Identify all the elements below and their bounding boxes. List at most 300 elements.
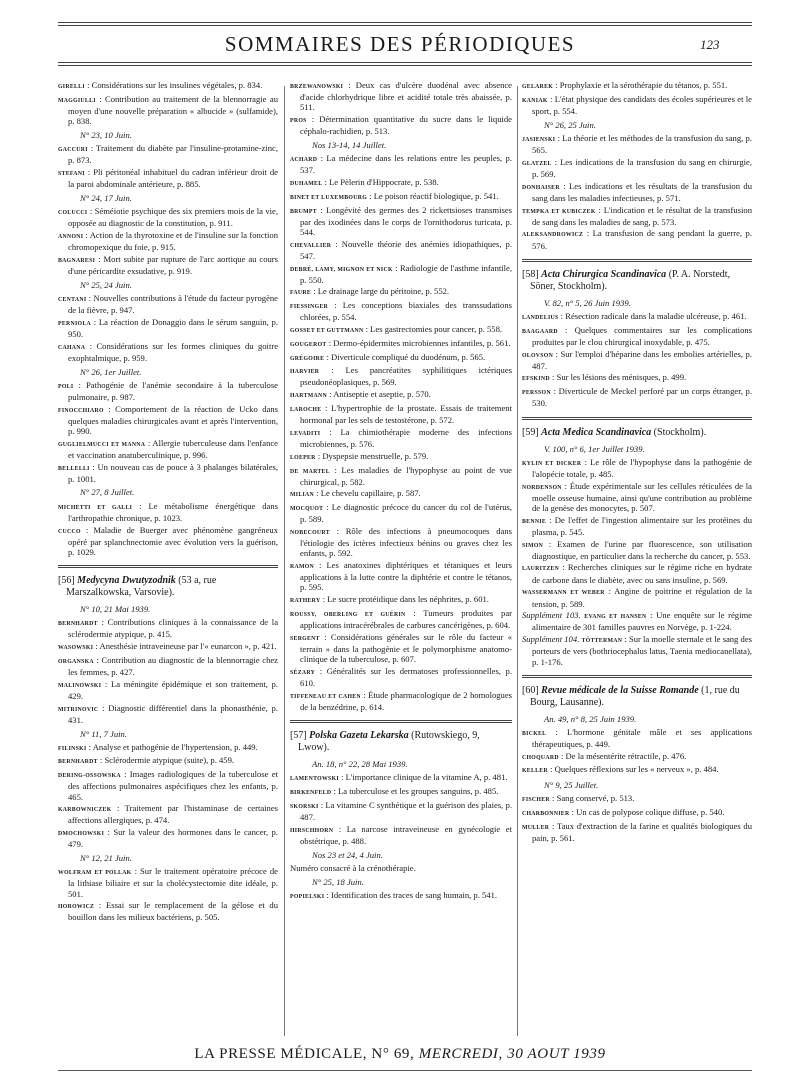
entry-author: BIRKENFELD <box>290 790 332 797</box>
abstract-entry: BIRKENFELD : La tuberculose et les groupes sanguins, p. 485. <box>290 786 499 797</box>
abstract-entry: BRZEWANOWSKI : Deux cas d'ulcère duodénal avec absence d'acide chlorhydrique libre et acidité totale très abaissée, p. 511. <box>290 80 512 113</box>
issue-heading: N° 10, 21 Mai 1939. <box>80 604 151 614</box>
entry-title: L'état physique des candidats des écoles supérieures et le sport, p. 554. <box>532 93 752 116</box>
entry-title: L'hormone génitale mâle et ses applications thérapeutiques, p. 449. <box>532 726 752 749</box>
entry-title: La méningite épidémique et son traitement, p. 429. <box>68 678 278 701</box>
journal-heading <box>58 575 278 599</box>
abstract-entry: PROS : Détermination quantitative du sucre dans le liquide céphalo-rachidien, p. 513. <box>290 114 512 137</box>
issue-heading: N° 26, 1er Juillet. <box>80 366 142 377</box>
entry-title: Quelques réflexions sur les « nerveux », p. 484. <box>554 764 719 775</box>
entry-author: BELLELLI <box>58 465 90 472</box>
abstract-entry: RATHERY : Le sucre protéidique dans les néphrites, p. 601. <box>290 594 489 605</box>
entry-title: Étude pharmacologique de 2 homologues de la benzédrine, p. 614. <box>300 689 512 712</box>
entry-author: HARTMANN <box>290 393 327 400</box>
abstract-entry: Supplément 104. TÖTTERMAN : Sur la moelle sternale et le sang des porteurs de vers (bothriocephalus latus, Taenia mediocanellata), p. 1-176. <box>522 634 752 667</box>
entry-author: OLOVSON <box>522 352 554 359</box>
abstract-entry: LANDELIUS : Résection radicale dans la maladie ulcéreuse, p. 461. <box>522 310 747 321</box>
abstract-entry: DUHAMEL : Le Pèlerin d'Hippocrate, p. 538. <box>290 177 439 188</box>
entry-title: Nouvelle théorie des anémies idiopathiques, p. 547. <box>300 238 512 261</box>
abstract-entry: BELLELLI : Un nouveau cas de pouce à 3 phalanges bilatérales, p. 1001. <box>58 461 278 484</box>
abstract-entry: WASOWSKI : Anesthésie intraveineuse par l'« eunarcon », p. 421. <box>58 641 277 652</box>
entry-title: Étude expérimentale sur les cellules réticulées de la moelle osseuse humaine, ainsi qu'une contribution au problème de la genèse des monocytes, p. 507. <box>532 480 752 513</box>
entry-title: Recherches cliniques sur le régime riche en hydrate de carbone dans le diabète, avec ou sans insuline, p. 569. <box>532 562 752 585</box>
abstract-entry: CHEVALLIER : Nouvelle théorie des anémies idiopathiques, p. 547. <box>290 238 512 261</box>
entry-title: Longévité des germes des 2 rickettsioses transmises par des ixodinées dans le corps de l'ornithodorus turicata, p. 544. <box>300 204 512 237</box>
entry-title: De l'effet de l'ingestion alimentaire sur les protéines du plasma, p. 545. <box>532 514 752 537</box>
footer-date: 30 AOUT 1939 <box>507 1046 606 1062</box>
column-divider-left <box>284 86 285 1036</box>
entry-author: GACCURI <box>58 146 88 153</box>
entry-title: La tuberculose et les groupes sanguins, p. 485. <box>338 786 499 797</box>
entry-title: Séméiotie psychique des six premiers mois de la vie, opposée au diagnostic de la constitution, p. 911. <box>68 205 278 229</box>
abstract-entry: BRUMPT : Longévité des germes des 2 rickettsioses transmises par des ixodinées dans le corps de l'ornithodorus turicata, p. 544. <box>290 204 512 237</box>
issue-heading: N° 23, 10 Juin. <box>80 129 132 140</box>
entry-title: Les indications de la transfusion du sang en chirurgie, p. 569. <box>532 156 752 179</box>
entry-title: L'indication et le résultat de la transfusion de sang dans les maladies de sang, p. 573. <box>532 204 752 227</box>
journal-number: [60] <box>522 684 539 696</box>
abstract-entry: PERNIOLA : La réaction de Donaggio dans le sérum sanguin, p. 950. <box>58 316 278 339</box>
entry-author: FILINSKI <box>58 745 87 752</box>
entry-title: Le rôle de l'hypophyse dans la pathogénie de l'alopécie totale, p. 485. <box>532 456 752 479</box>
abstract-entry: MILIAN : Le chevelu capillaire, p. 587. <box>290 488 421 499</box>
entry-author: LANDELIUS <box>522 314 559 321</box>
entry-author: WASSERMANN ET WEBER <box>522 590 605 597</box>
entry-title: Pli péritonéal inhabituel du cadran inférieur droit de la paroi abdominale antérieure, p. 885. <box>68 166 278 190</box>
entry-title: Antiseptie et aseptie, p. 570. <box>333 389 431 400</box>
journal-name: Acta Chirurgica Scandinavica <box>541 268 667 280</box>
entry-author: STEFANI <box>58 170 85 177</box>
entry-author: GELAREK <box>522 84 554 90</box>
section-divider <box>290 720 512 723</box>
entry-title: Anesthésie intraveineuse par l'« eunarcon », p. 421. <box>99 641 277 652</box>
section-divider <box>522 675 752 678</box>
entry-title: Les conceptions biaxiales des transsudations chlorées, p. 554. <box>300 300 512 323</box>
entry-author: BERNHARDT <box>58 621 98 628</box>
abstract-entry: GIRELLI : Considérations sur les insulines végétales, p. 834. <box>58 80 263 90</box>
header-rule-bottom <box>58 62 752 63</box>
entry-title: Une enquête sur le régime alimentaire de 301 familles pauvres en Norvège, p. 1-224. <box>532 610 752 633</box>
abstract-entry: RAMON : Les anatoxines diphtériques et tétaniques et leurs applications à la lutte contre la diphtérie et contre le tétanos, p. 595. <box>290 560 512 593</box>
entry-author: PERNIOLA <box>58 320 91 327</box>
issue-heading: N° 25, 18 Juin. <box>312 876 364 887</box>
issue-heading: N° 12, 21 Juin. <box>80 853 132 864</box>
entry-title: La réaction de Donaggio dans le sérum sanguin, p. 950. <box>68 316 278 339</box>
entry-author: SKORSKI <box>290 803 319 810</box>
entry-title: Les anatoxines diphtériques et tétaniques et leurs applications à la lutte contre la diphtérie et contre le tétanos, p. 595. <box>300 560 512 593</box>
entry-author: BRZEWANOWSKI <box>290 84 344 90</box>
entry-title: Les pancréatites syphilitiques ictériques pseudonéoplasiques, p. 569. <box>300 365 512 388</box>
entry-title: Contribution au traitement de la blennorragie au moyen d'une nouvelle préparation « albucide » (sulfamide), p. 838. <box>68 93 278 127</box>
entry-author: DERING-OSSOWSKA <box>58 773 121 780</box>
entry-author: TIFFENEAU ET CAHEN <box>290 693 361 700</box>
abstract-entry: BAGNARESI : Mort subite par rupture de l'arc aortique au cours d'une péricardite exsudative, p. 919. <box>58 253 278 276</box>
abstract-entry: GOUGEROT : Dermo-épidermites microbiennes infantiles, p. 561. <box>290 337 511 348</box>
issue-heading: An. 18, n° 22, 28 Mai 1939. <box>312 759 408 770</box>
journal-address: (53 a, rue Marszalkowska, Varsovie). <box>66 575 217 598</box>
abstract-entry: KYLIN ET DICKER : Le rôle de l'hypophyse dans la pathogénie de l'alopécie totale, p. 485. <box>522 456 752 479</box>
entry-author: COLUCCI <box>58 209 88 216</box>
entry-title: Les indications et les résultats de la transfusion du sang dans les maladies infectieuses, p. 571. <box>532 180 752 203</box>
abstract-entry: NOBECOURT : Rôle des infections à pneumocoques dans l'étiologie des ictères infectieux bénins ou graves chez les enfants, p. 592. <box>290 526 512 559</box>
abstract-entry: ALEKSANDROWICZ : La transfusion de sang pendant la guerre, p. 576. <box>522 228 752 251</box>
entry-title: Sur l'emploi d'héparine dans les embolies artérielles, p. 487. <box>532 348 752 371</box>
abstract-entry: PERSSON : Diverticule de Meckel perforé par un corps étranger, p. 530. <box>522 386 752 409</box>
section-divider <box>58 565 278 568</box>
entry-author: PERSSON <box>522 390 551 397</box>
abstract-entry: BAAGAARD : Quelques commentaires sur les complications produites par le clou chirurgical inoxydable, p. 475. <box>522 324 752 347</box>
entry-title: Considérations sur les insulines végétales, p. 834. <box>91 80 263 90</box>
abstract-entry: WASSERMANN ET WEBER : Angine de poitrine et régulation de la tension, p. 589. <box>522 586 752 609</box>
entry-title: Les gastrectomies pour cancer, p. 558. <box>370 324 503 335</box>
entry-author: SERGENT <box>290 635 320 642</box>
entry-author: HOROWICZ <box>58 904 95 911</box>
entry-author: LEVADITI <box>290 430 321 437</box>
journal-address: (Rutowskiego, 9, Lwow). <box>298 730 480 754</box>
abstract-entry: BICKEL : L'hormone génitale mâle et ses applications thérapeutiques, p. 449. <box>522 726 752 749</box>
entry-title: Un nouveau cas de pouce à 3 phalanges bilatérales, p. 1001. <box>68 461 278 484</box>
entry-title: Tumeurs produites par applications intracérébrales de carbures cancérigènes, p. 604. <box>300 607 512 631</box>
entry-author: LAROCHE <box>290 406 322 413</box>
entry-author: CHEVALLIER <box>290 242 332 249</box>
abstract-entry: DERING-OSSOWSKA : Images radiologiques de la tuberculose et des affections pulmonaires aspécifiques chez les enfants, p. 465. <box>58 769 278 802</box>
abstract-entry: POLI : Pathogénie de l'anémie secondaire à la tuberculose pulmonaire, p. 987. <box>58 379 278 402</box>
column-right <box>522 80 752 1040</box>
header-rule-bottom-thin <box>58 65 752 66</box>
entry-title: Considérations sur les formes cliniques du goitre exophtalmique, p. 959. <box>68 340 278 363</box>
entry-author: BENNIE <box>522 518 547 525</box>
entry-author: DE MARTEL <box>290 468 330 475</box>
abstract-entry: LAROCHE : L'hypertrophie de la prostate. Essais de traitement hormonal par les sels de testostérone, p. 572. <box>290 402 512 426</box>
entry-title: Sur la moelle sternale et le sang des porteurs de vers (bothriocephalus latus, Taenia mediocanellata), p. 1-176. <box>532 634 752 667</box>
journal-address: (1, rue du Bourg, Lausanne). <box>530 684 740 708</box>
column-left <box>58 80 278 1040</box>
entry-author: KANIAK <box>522 97 548 104</box>
entry-author: EFSKIND <box>522 376 550 383</box>
entry-title: De la mésentérite rétractile, p. 476. <box>565 750 687 761</box>
entry-author: BICKEL <box>522 730 547 737</box>
entry-title: Un cas de polypose colique diffuse, p. 540. <box>576 807 725 818</box>
abstract-entry: POPIELSKI : Identification des traces de sang humain, p. 541. <box>290 890 498 901</box>
header-rule-top <box>58 22 752 23</box>
abstract-entry: CHOQUARD : De la mésentérite rétractile, p. 476. <box>522 750 687 761</box>
entry-title: Contributions cliniques à la connaissance de la sclérodermie atypique, p. 415. <box>68 617 278 640</box>
abstract-entry: NORDENSON : Étude expérimentale sur les cellules réticulées de la moelle osseuse humaine, ainsi qu'une contribution au problème de la genèse des monocytes, p. 507. <box>522 480 752 513</box>
abstract-entry: HIRSCHHORN : La narcose intraveineuse en gynécologie et obstétrique, p. 488. <box>290 823 512 846</box>
abstract-entry: GLATZEL : Les indications de la transfusion du sang en chirurgie, p. 569. <box>522 156 752 179</box>
entry-author: WASOWSKI <box>58 645 94 652</box>
entry-title: Mort subite par rupture de l'arc aortique au cours d'une péricardite exsudative, p. 919. <box>68 253 278 276</box>
abstract-entry: MITRINOVIC : Diagnostic différentiel dans la phonasthénie, p. 431. <box>58 702 278 725</box>
entry-author: DUHAMEL <box>290 181 323 188</box>
abstract-entry: WOLFRAM ET POLLAK : Sur le traitement opératoire précoce de la lithiase biliaire et sur la cholécystectomie dite idéale, p. 501. <box>58 866 278 899</box>
entry-title: Comportement de la réaction de Ucko dans quelques maladies chirurgicales avant et après l'intervention, p. 990. <box>68 403 278 436</box>
entry-title: Quelques commentaires sur les complications produites par le clou chirurgical inoxydable, p. 475. <box>532 324 752 347</box>
entry-title: Détermination quantitative du sucre dans le liquide céphalo-rachidien, p. 513. <box>300 114 512 137</box>
journal-name: Acta Medica Scandinavica <box>541 426 652 438</box>
entry-author: ORGANSKA <box>58 658 94 665</box>
abstract-entry: LAMENTOWSKI : L'importance clinique de la vitamine A, p. 481. <box>290 772 508 783</box>
entry-title: Maladie de Buerger avec phénomène gangréneux opéré par splanchnectomie avec évolution vers la guérison, p. 1029. <box>68 524 278 557</box>
entry-author: BAAGAARD <box>522 328 558 335</box>
entry-title: Analyse et pathogénie de l'hypertension, p. 449. <box>92 741 258 752</box>
page-number: 123 <box>700 37 720 52</box>
abstract-entry: BINET ET LUXEMBOURG : Le poison réactif biologique, p. 541. <box>290 190 499 201</box>
abstract-entry: BERNHARDT : Contributions cliniques à la connaissance de la sclérodermie atypique, p. 415. <box>58 617 278 640</box>
journal-address: (Stockholm). <box>653 426 707 438</box>
entry-author: GOUGEROT <box>290 341 327 348</box>
entry-title: Allergie tuberculeuse dans l'enfance et vaccination anatuberculinique, p. 996. <box>68 437 278 460</box>
journal-heading <box>290 730 512 754</box>
entry-author: TÖTTERMAN <box>581 638 623 645</box>
abstract-entry: Supplément 103. EVANG ET HANSEN : Une enquête sur le régime alimentaire de 301 familles pauvres en Norvège, p. 1-224. <box>522 610 752 633</box>
entry-title: Diverticule de Meckel perforé par un corps étranger, p. 530. <box>532 386 752 409</box>
header-rule-top-thin <box>58 25 752 26</box>
entry-title: Traitement par l'histaminase de certaines affections allergiques, p. 474. <box>68 803 278 826</box>
entry-title: Le Pèlerin d'Hippocrate, p. 538. <box>329 177 439 188</box>
abstract-entry: CUCCO : Maladie de Buerger avec phénomène gangréneux opéré par splanchnectomie avec évolution vers la guérison, p. 1029. <box>58 524 278 557</box>
entry-title: Rôle des infections à pneumocoques dans l'étiologie des ictères infectieux bénins ou graves chez les enfants, p. 592. <box>300 526 512 559</box>
entry-author: FAURE <box>290 290 312 297</box>
abstract-entry: GRÉGOIRE : Diverticule compliqué du duodénum, p. 565. <box>290 351 486 362</box>
entry-title: Généralités sur les dermatoses professionnelles, p. 610. <box>300 665 512 689</box>
journal-number: [57] <box>290 730 307 742</box>
entry-title: Le diagnostic précoce du cancer du col de l'utérus, p. 589. <box>300 502 512 525</box>
entry-author: CHARBONNIER <box>522 811 570 818</box>
entry-title: Deux cas d'ulcère duodénal avec absence d'acide chlorhydrique libre et acidité totale très abaissée, p. 511. <box>300 80 512 113</box>
entry-author: BINET ET LUXEMBOURG <box>290 194 367 201</box>
abstract-entry: CHARBONNIER : Un cas de polypose colique diffuse, p. 540. <box>522 807 725 818</box>
page-footer <box>0 1046 800 1063</box>
abstract-entry: STEFANI : Pli péritonéal inhabituel du cadran inférieur droit de la paroi abdominale antérieure, p. 885. <box>58 166 278 190</box>
entry-author: WOLFRAM ET POLLAK <box>58 870 132 877</box>
section-divider <box>522 417 752 420</box>
abstract-entry: MICHETTI ET GALLI : Le métabolisme énergétique dans l'arthropathie chronique, p. 1023. <box>58 500 278 523</box>
entry-author: FISCHER <box>522 797 550 804</box>
entry-title: Radiologie de l'asthme infantile, p. 550. <box>300 262 512 285</box>
entry-title: Sur le traitement opératoire précoce de la lithiase biliaire et sur la cholécystectomie dite idéale, p. 501. <box>68 866 278 899</box>
entry-author: POPIELSKI <box>290 894 325 901</box>
entry-author: DEBRÉ, LAMY, MIGNON ET NICK <box>290 266 393 273</box>
abstract-entry: GACCURI : Traitement du diabète par l'insuline-protamine-zinc, p. 873. <box>58 142 278 166</box>
entry-author: BERNHARDT <box>58 759 98 766</box>
abstract-entry: EFSKIND : Sur les lésions des ménisques, p. 499. <box>522 372 687 383</box>
issue-heading: Nos 13-14, 14 Juillet. <box>312 139 387 150</box>
entry-title: Résection radicale dans la maladie ulcéreuse, p. 461. <box>565 310 747 321</box>
journal-address: (P. A. Norstedt, Söner, Stockholm). <box>530 268 731 292</box>
entry-title: Diagnostic différentiel dans la phonasthénie, p. 431. <box>68 702 278 725</box>
abstract-entry: CAHANA : Considérations sur les formes cliniques du goitre exophtalmique, p. 959. <box>58 340 278 363</box>
abstract-entry: SÉZARY : Généralités sur les dermatoses professionnelles, p. 610. <box>290 665 512 689</box>
entry-title: Le poison réactif biologique, p. 541. <box>373 190 499 201</box>
entry-author: GLATZEL <box>522 160 552 167</box>
abstract-entry: ROUSSY, OBERLING ET GUÉRIN : Tumeurs produites par applications intracérébrales de carbures cancérigènes, p. 604. <box>290 607 512 631</box>
journal-heading <box>522 685 752 709</box>
entry-author: CAHANA <box>58 344 86 351</box>
issue-heading: N° 11, 7 Juin. <box>80 728 127 739</box>
entry-title: Sur la valeur des hormones dans le cancer, p. 479. <box>68 827 278 850</box>
abstract-entry: GOSSET ET GUTTMANN : Les gastrectomies pour cancer, p. 558. <box>290 324 503 335</box>
entry-author: LAURITZEN <box>522 566 560 573</box>
entry-author: KARBOWNICZEK <box>58 807 112 814</box>
abstract-entry: MAGGIULLI : Contribution au traitement de la blennorragie au moyen d'une nouvelle préparation « albucide » (sulfamide), p. 838. <box>58 93 278 127</box>
issue-heading: An. 49, n° 8, 25 Juin 1939. <box>544 713 637 724</box>
entry-author: ANNONI <box>58 233 84 240</box>
entry-title: Le métabolisme énergétique dans l'arthropathie chronique, p. 1023. <box>68 500 278 523</box>
entry-title: Le chevelu capillaire, p. 587. <box>320 488 421 499</box>
journal-heading <box>522 269 752 293</box>
entry-author: MALINOWSKI <box>58 682 102 689</box>
entry-title: Sur les lésions des ménisques, p. 499. <box>556 372 687 383</box>
journal-heading <box>522 427 752 439</box>
entry-title: La narcose intraveineuse en gynécologie et obstétrique, p. 488. <box>300 823 512 846</box>
entry-title: Action de la thyrotoxine et de l'insuline sur la fonction chromopexique du foie, p. 915. <box>68 229 278 252</box>
abstract-entry: FILINSKI : Analyse et pathogénie de l'hypertension, p. 449. <box>58 741 258 752</box>
journal-name: Revue médicale de la Suisse Romande <box>541 684 699 696</box>
entry-title: Les maladies de l'hypophyse au point de vue chirurgical, p. 582. <box>300 464 512 487</box>
entry-author: GUGLIELMUCCI ET MANNA <box>58 441 146 448</box>
entry-author: GOSSET ET GUTTMANN <box>290 328 364 335</box>
entry-title: Sang conservé, p. 513. <box>556 793 635 804</box>
abstract-entry: KARBOWNICZEK : Traitement par l'histaminase de certaines affections allergiques, p. 474. <box>58 803 278 826</box>
entry-title: Contribution au diagnostic de la blennorragie chez les femmes, p. 427. <box>68 654 278 677</box>
abstract-entry: HARTMANN : Antiseptie et aseptie, p. 570. <box>290 389 431 400</box>
entry-title: Dermo-épidermites microbiennes infantiles, p. 561. <box>333 337 511 348</box>
entry-title: Le drainage large du péritoine, p. 552. <box>317 286 450 297</box>
abstract-entry: SKORSKI : La vitamine C synthétique et la guérison des plaies, p. 487. <box>290 799 512 822</box>
issue-heading: N° 9, 25 Juillet. <box>544 780 599 791</box>
entry-title: La chimiothérapie moderne des infections microbiennes, p. 576. <box>300 426 512 450</box>
entry-author: KELLER <box>522 768 548 775</box>
entry-author: HIRSCHHORN <box>290 827 334 834</box>
abstract-entry: JASIENSKI : La théorie et les méthodes de la transfusion du sang, p. 565. <box>522 132 752 155</box>
footer-day: MERCREDI, <box>418 1046 503 1062</box>
entry-title: La vitamine C synthétique et la guérison des plaies, p. 487. <box>300 799 512 822</box>
abstract-entry: DEBRÉ, LAMY, MIGNON ET NICK : Radiologie de l'asthme infantile, p. 550. <box>290 262 512 285</box>
entry-author: POLI <box>58 383 74 390</box>
abstract-entry: TEMPKA ET KUBICZEK : L'indication et le résultat de la transfusion de sang dans les maladies de sang, p. 573. <box>522 204 752 227</box>
journal-name: Medycyna Dwutyzodnik <box>77 575 176 586</box>
abstract-entry: GELAREK : Prophylaxie et la sérothérapie du tétanos, p. 551. <box>522 80 728 90</box>
entry-author: MILIAN <box>290 492 315 499</box>
entry-title: Nouvelles contributions à l'étude du facteur pyrogène de la fièvre, p. 947. <box>68 292 278 315</box>
entry-title: Considérations générales sur le rôle du facteur « terrain » dans la pathogénie et le polymorphisme anatomo-clinique de la tuberculose, p. 607. <box>300 631 512 665</box>
entry-author: GRÉGOIRE <box>290 355 325 362</box>
abstract-entry: FINOCCHIARO : Comportement de la réaction de Ucko dans quelques maladies chirurgicales avant et après l'intervention, p. 990. <box>58 403 278 436</box>
abstract-entry: DONHAISER : Les indications et les résultats de la transfusion du sang dans les maladies infectieuses, p. 571. <box>522 180 752 203</box>
issue-heading: V. 82, n° 5, 26 Juin 1939. <box>544 297 631 308</box>
entry-author: ROUSSY, OBERLING ET GUÉRIN <box>290 611 406 618</box>
abstract-entry: BERNHARDT : Sclérodermie atypique (suite), p. 459. <box>58 755 235 766</box>
abstract-entry: FISCHER : Sang conservé, p. 513. <box>522 793 635 804</box>
issue-heading: N° 24, 17 Juin. <box>80 192 132 203</box>
entry-title: L'importance clinique de la vitamine A, p. 481. <box>345 772 508 783</box>
entry-author: HARVIER <box>290 369 320 376</box>
abstract-entry: LOEPER : Dyspepsie menstruelle, p. 579. <box>290 450 429 461</box>
abstract-entry: SERGENT : Considérations générales sur le rôle du facteur « terrain » dans la pathogénie et le polymorphisme anatomo-clinique de la tuberculose, p. 607. <box>290 631 512 665</box>
entry-author: BAGNARESI <box>58 257 96 264</box>
abstract-entry: SIMON : Examen de l'urine par fluorescence, son utilisation diagnostique, en particulier dans la recherche du cancer, p. 553. <box>522 538 752 561</box>
entry-author: ACHARD <box>290 157 318 164</box>
abstract-entry: GUGLIELMUCCI ET MANNA : Allergie tuberculeuse dans l'enfance et vaccination anatuberculinique, p. 996. <box>58 437 278 460</box>
footer-journal: LA PRESSE MÉDICALE, N° 69, <box>194 1046 415 1062</box>
entry-author: MICHETTI ET GALLI <box>58 504 133 511</box>
entry-author: CHOQUARD <box>522 754 559 761</box>
abstract-entry: HOROWICZ : Essai sur le remplacement de la gélose et du bouillon dans les milieux bactériens, p. 505. <box>58 900 278 923</box>
entry-title: Dyspepsie menstruelle, p. 579. <box>322 450 429 461</box>
entry-title: Traitement du diabète par l'insuline-protamine-zinc, p. 873. <box>68 142 278 166</box>
abstract-entry: ORGANSKA : Contribution au diagnostic de la blennorragie chez les femmes, p. 427. <box>58 654 278 677</box>
journal-number: [58] <box>522 268 539 280</box>
entry-author: CUCCO <box>58 528 81 535</box>
entry-title: Diverticule compliqué du duodénum, p. 565. <box>330 351 486 362</box>
entry-author: GIRELLI <box>58 84 85 90</box>
entry-author: MITRINOVIC <box>58 706 99 713</box>
abstract-entry: DMOCHOWSKI : Sur la valeur des hormones dans le cancer, p. 479. <box>58 827 278 850</box>
issue-heading: N° 27, 8 Juillet. <box>80 487 135 498</box>
abstract-entry: LEVADITI : La chimiothérapie moderne des infections microbiennes, p. 576. <box>290 426 512 450</box>
entry-author: LAMENTOWSKI <box>290 776 339 783</box>
entry-author: SIMON <box>522 542 544 549</box>
abstract-entry: CENTANI : Nouvelles contributions à l'étude du facteur pyrogène de la fièvre, p. 947. <box>58 292 278 315</box>
entry-author: RATHERY <box>290 598 321 605</box>
entry-title: La théorie et les méthodes de la transfusion du sang, p. 565. <box>532 132 752 155</box>
column-divider-right <box>517 86 518 1036</box>
abstract-entry: LAURITZEN : Recherches cliniques sur le régime riche en hydrate de carbone dans le diabète, avec ou sans insuline, p. 569. <box>522 562 752 585</box>
entry-author: EVANG ET HANSEN <box>584 614 647 621</box>
entry-author: MULLER <box>522 824 550 831</box>
entry-title: Prophylaxie et la sérothérapie du tétanos, p. 551. <box>559 80 728 90</box>
entry-author: DMOCHOWSKI <box>58 831 105 838</box>
journal-name: Polska Gazeta Lekarska <box>309 730 409 742</box>
entry-author: ALEKSANDROWICZ <box>522 232 584 239</box>
abstract-entry: FIESSINGER : Les conceptions biaxiales des transsudations chlorées, p. 554. <box>290 300 512 323</box>
issue-heading: N° 26, 25 Juin. <box>544 119 596 130</box>
abstract-entry: FAURE : Le drainage large du péritoine, p. 552. <box>290 286 450 297</box>
entry-title: Le sucre protéidique dans les néphrites, p. 601. <box>327 594 489 605</box>
abstract-entry: KELLER : Quelques réflexions sur les « nerveux », p. 484. <box>522 764 719 775</box>
entry-title: Examen de l'urine par fluorescence, son utilisation diagnostique, en particulier dans la recherche du cancer, p. 553. <box>532 538 752 561</box>
entry-title: La médecine dans les relations entre les peuples, p. 537. <box>300 153 512 176</box>
entry-title: La transfusion de sang pendant la guerre, p. 576. <box>532 228 752 251</box>
issue-heading: V. 100, n° 6, 1er Juillet 1939. <box>544 443 645 454</box>
entry-title: Taux d'extraction de la farine et qualités biologiques du pain, p. 561. <box>532 820 752 844</box>
abstract-entry: OLOVSON : Sur l'emploi d'héparine dans les embolies artérielles, p. 487. <box>522 348 752 371</box>
entry-title: Sclérodermie atypique (suite), p. 459. <box>104 755 235 766</box>
entry-author: FINOCCHIARO <box>58 407 104 414</box>
abstract-entry: TIFFENEAU ET CAHEN : Étude pharmacologique de 2 homologues de la benzédrine, p. 614. <box>290 689 512 712</box>
abstract-entry: HARVIER : Les pancréatites syphilitiques ictériques pseudonéoplasiques, p. 569. <box>290 365 512 388</box>
entry-author: CENTANI <box>58 296 87 303</box>
entry-author: BRUMPT <box>290 208 317 215</box>
entry-author: KYLIN ET DICKER <box>522 460 582 467</box>
entry-author: LOEPER <box>290 454 316 461</box>
entry-title: Images radiologiques de la tuberculose et des affections pulmonaires aspécifiques chez les enfants, p. 465. <box>68 769 278 802</box>
entry-author: RAMON <box>290 564 315 571</box>
abstract-entry: KANIAK : L'état physique des candidats des écoles supérieures et le sport, p. 554. <box>522 93 752 116</box>
abstract-entry: DE MARTEL : Les maladies de l'hypophyse au point de vue chirurgical, p. 582. <box>290 464 512 487</box>
column-middle <box>290 80 512 1040</box>
section-divider <box>522 259 752 262</box>
footer-rule <box>58 1070 752 1071</box>
entry-author: SÉZARY <box>290 669 316 676</box>
abstract-entry: COLUCCI : Séméiotie psychique des six premiers mois de la vie, opposée au diagnostic de la constitution, p. 911. <box>58 205 278 229</box>
entry-author: FIESSINGER <box>290 304 329 311</box>
entry-author: MOCQUOT <box>290 506 324 513</box>
entry-title: Identification des traces de sang humain, p. 541. <box>330 890 498 901</box>
issue-note: Numéro consacré à la crénothérapie. <box>290 862 416 873</box>
entry-author: TEMPKA ET KUBICZEK <box>522 208 596 215</box>
abstract-entry: ACHARD : La médecine dans les relations entre les peuples, p. 537. <box>290 153 512 176</box>
